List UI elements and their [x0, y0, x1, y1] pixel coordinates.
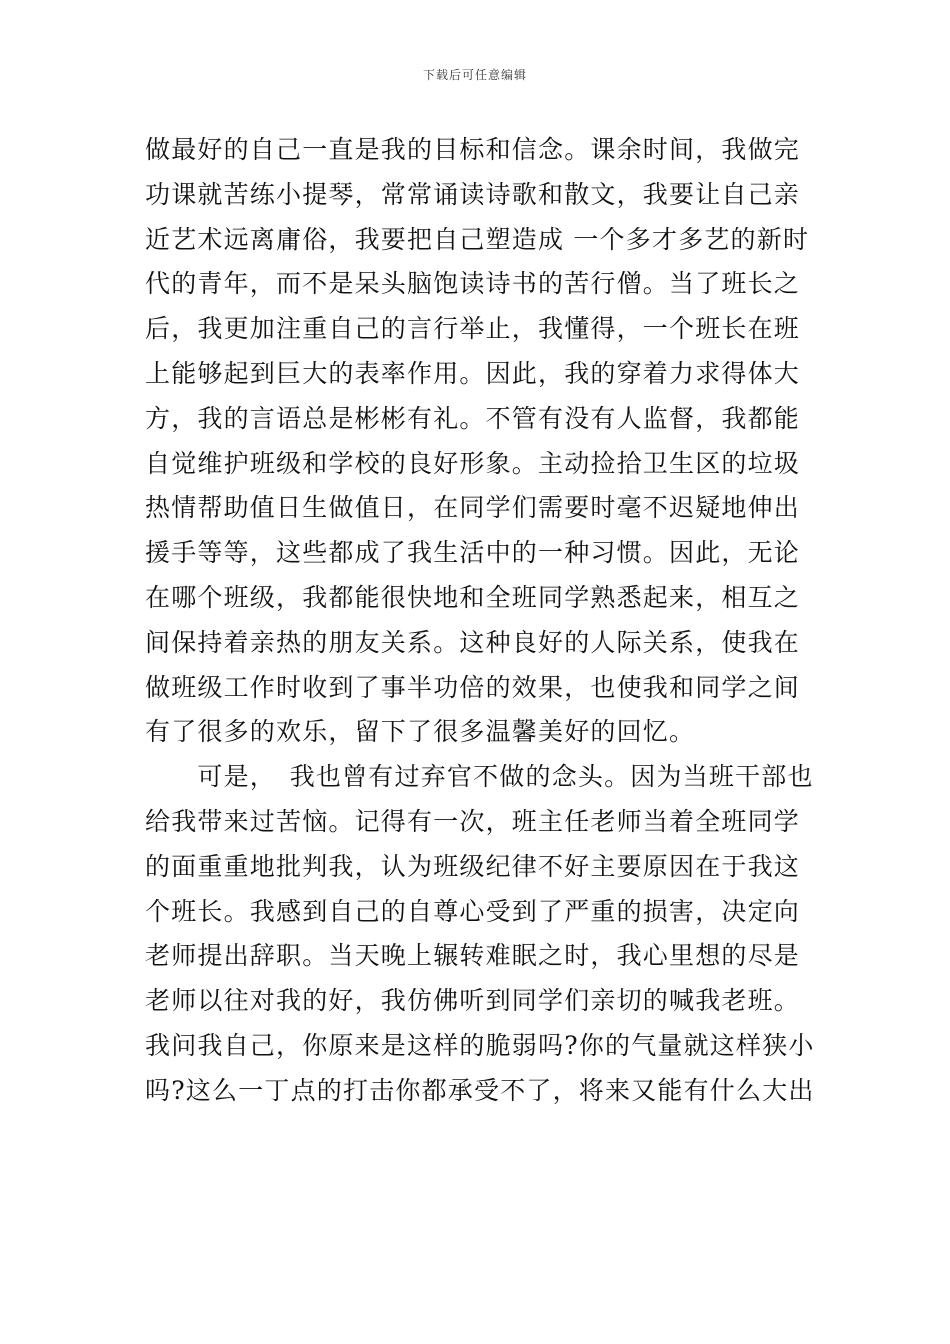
text-line: 方，我的言语总是彬彬有礼。不管有没有人监督，我都能 — [145, 403, 801, 433]
text-line: 个班长。我感到自己的自尊心受到了严重的损害，决定向 — [145, 896, 801, 926]
text-line: 老师提出辞职。当天晚上辗转难眠之时，我心里想的尽是 — [145, 941, 801, 971]
text-line: 自觉维护班级和学校的良好形象。主动捡拾卫生区的垃圾 — [145, 448, 801, 478]
text-line: 近艺术远离庸俗，我要把自己塑造成 一个多才多艺的新时 — [145, 224, 810, 254]
text-line: 在哪个班级，我都能很快地和全班同学熟悉起来，相互之 — [145, 582, 801, 612]
text-line: 的面重重地批判我，认为班级纪律不好主要原因在于我这 — [145, 851, 801, 881]
text-line: 做最好的自己一直是我的目标和信念。课余时间，我做完 — [145, 135, 801, 164]
text-line: 做班级工作时收到了事半功倍的效果，也使我和同学之间 — [145, 672, 801, 702]
text-line: 代的青年，而不是呆头脑饱读诗书的苦行僧。当了班长之 — [145, 269, 801, 299]
text-line: 后，我更加注重自己的言行举止，我懂得，一个班长在班 — [145, 314, 801, 344]
text-line: 给我带来过苦恼。记得有一次，班主任老师当着全班同学 — [145, 806, 801, 836]
text-line: 我问我自己，你原来是这样的脆弱吗?你的气量就这样狭小 — [145, 1030, 815, 1060]
text-line: 上能够起到巨大的表率作用。因此，我的穿着力求得体大 — [145, 358, 801, 388]
text-line: 老师以往对我的好，我仿佛听到同学们亲切的喊我老班。 — [145, 986, 801, 1016]
text-line: 可是， 我也曾有过弃官不做的念头。因为当班干部也 — [145, 762, 814, 792]
text-line: 援手等等，这些都成了我生活中的一种习惯。因此，无论 — [145, 538, 801, 568]
text-line: 有了很多的欢乐，留下了很多温馨美好的回忆。 — [145, 717, 696, 747]
text-line: 间保持着亲热的朋友关系。这种良好的人际关系，使我在 — [145, 627, 801, 657]
header-note: 下载后可任意编辑 — [422, 68, 527, 82]
text-line: 热情帮助值日生做值日，在同学们需要时毫不迟疑地伸出 — [145, 493, 801, 523]
text-line: 功课就苦练小提琴，常常诵读诗歌和散文，我要让自己亲 — [145, 179, 801, 209]
text-line: 吗?这么一丁点的打击你都承受不了，将来又能有什么大出 — [145, 1075, 815, 1105]
body-text — [145, 128, 815, 1114]
